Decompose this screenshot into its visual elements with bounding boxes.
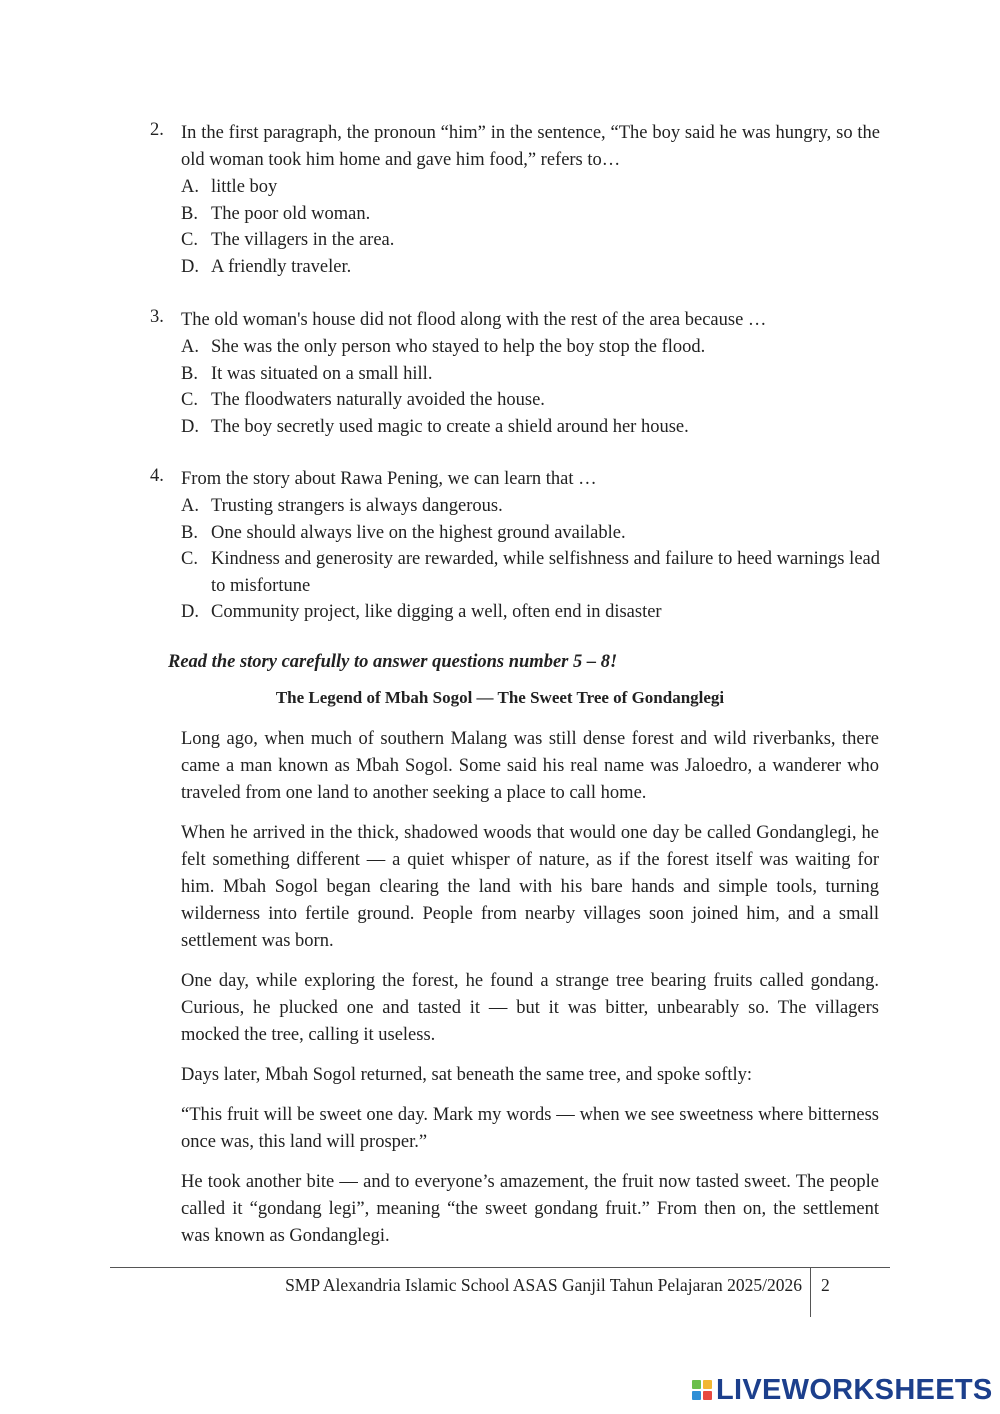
option-letter: C.	[181, 549, 198, 569]
question-number: 4.	[150, 466, 164, 486]
option-letter: B.	[181, 203, 198, 224]
option-text: She was the only person who stayed to help the boy stop the flood.	[211, 337, 706, 357]
page-number: 2	[821, 1275, 830, 1295]
story-paragraph: He took another bite — and to everyone’s amazement, the fruit now tasted sweet. The people called it “gondang legi”, meaning “the sweet gondang fruit.” From then on, the settlement was known as Gondanglegi.	[181, 1172, 879, 1246]
question-4	[150, 466, 880, 626]
option-text: Community project, like digging a well, often end in disaster	[211, 602, 662, 622]
option-letter: B.	[181, 522, 198, 543]
option-letter: C.	[181, 390, 198, 410]
answer-option-c[interactable]	[181, 546, 880, 599]
answer-option-b[interactable]	[181, 361, 880, 388]
answer-option-d[interactable]	[181, 414, 880, 441]
option-letter: A.	[181, 337, 199, 357]
question-stem: From the story about Rawa Pening, we can learn that …	[181, 469, 597, 489]
footer-school-text: SMP Alexandria Islamic School ASAS Ganjil Tahun Pelajaran 2025/2026	[285, 1275, 802, 1295]
question-number: 3.	[150, 307, 164, 327]
answer-option-b[interactable]	[181, 201, 880, 228]
option-letter: D.	[181, 416, 199, 437]
question-stem: The old woman's house did not flood along with the rest of the area because …	[181, 310, 767, 330]
question-3	[150, 307, 880, 440]
story-paragraph: “This fruit will be sweet one day. Mark my words — when we see sweetness where bitterness once was, this land will prosper.”	[181, 1105, 879, 1152]
answer-option-a[interactable]	[181, 174, 880, 201]
answer-option-d[interactable]	[181, 254, 880, 281]
answer-option-c[interactable]	[181, 387, 880, 414]
answer-option-d[interactable]	[181, 599, 880, 626]
footer-divider	[110, 1267, 890, 1268]
option-letter: C.	[181, 230, 198, 250]
answer-option-a[interactable]	[181, 334, 880, 361]
footer-page-divider	[810, 1267, 811, 1317]
story-paragraph: Long ago, when much of southern Malang was still dense forest and wild riverbanks, there came a man known as Mbah Sogol. Some said his real name was Jaloedro, a wanderer who traveled from one land to another seeking a place to call home.	[181, 729, 879, 803]
option-text: The villagers in the area.	[211, 230, 395, 250]
answer-option-c[interactable]	[181, 227, 880, 254]
option-text: Kindness and generosity are rewarded, while selfishness and failure to heed warnings lead to misfortune	[211, 549, 880, 596]
option-text: The boy secretly used magic to create a shield around her house.	[211, 416, 689, 437]
question-2	[150, 120, 880, 280]
option-letter: B.	[181, 363, 198, 384]
liveworksheets-logo[interactable]	[692, 1372, 993, 1408]
logo-text: LIVEWORKSHEETS	[716, 1373, 993, 1406]
option-letter: A.	[181, 496, 199, 516]
option-text: One should always live on the highest ground available.	[211, 522, 626, 543]
question-stem: In the first paragraph, the pronoun “him” in the sentence, “The boy said he was hungry, so the old woman took him home and gave him food,” refers to…	[181, 123, 880, 170]
option-letter: D.	[181, 256, 199, 277]
story-body	[181, 726, 879, 1263]
option-letter: A.	[181, 177, 199, 197]
reading-instruction: Read the story carefully to answer questions number 5 – 8!	[168, 652, 618, 672]
option-text: Trusting strangers is always dangerous.	[211, 496, 503, 516]
story-title: The Legend of Mbah Sogol — The Sweet Tree of Gondanglegi	[275, 688, 725, 707]
option-text: little boy	[211, 177, 278, 197]
option-letter: D.	[181, 602, 199, 622]
option-text: A friendly traveler.	[211, 256, 352, 277]
option-text: The poor old woman.	[211, 203, 371, 224]
logo-square	[703, 1391, 712, 1400]
answer-option-b[interactable]	[181, 520, 880, 547]
logo-square	[692, 1391, 701, 1400]
story-paragraph: One day, while exploring the forest, he found a strange tree bearing fruits called gondang. Curious, he plucked one and tasted it — but it was bitter, unbearably so. The villagers mocked the tree, calling it useless.	[181, 971, 879, 1045]
logo-square	[703, 1380, 712, 1389]
story-paragraph: When he arrived in the thick, shadowed woods that would one day be called Gondanglegi, he felt something different — a quiet whisper of nature, as if the forest itself was waiting for him. Mbah Sogol began clearing the land with his bare hands and simple tools, turning wilderness into fertile ground. People from nearby villages soon joined him, and a small settlement was born.	[181, 823, 879, 951]
answer-option-a[interactable]	[181, 493, 880, 520]
option-text: The floodwaters naturally avoided the house.	[211, 390, 545, 410]
logo-square	[692, 1380, 701, 1389]
option-text: It was situated on a small hill.	[211, 363, 433, 384]
story-paragraph: Days later, Mbah Sogol returned, sat beneath the same tree, and spoke softly:	[181, 1065, 753, 1085]
question-number: 2.	[150, 120, 164, 140]
liveworksheets-logo-icon	[692, 1380, 712, 1400]
